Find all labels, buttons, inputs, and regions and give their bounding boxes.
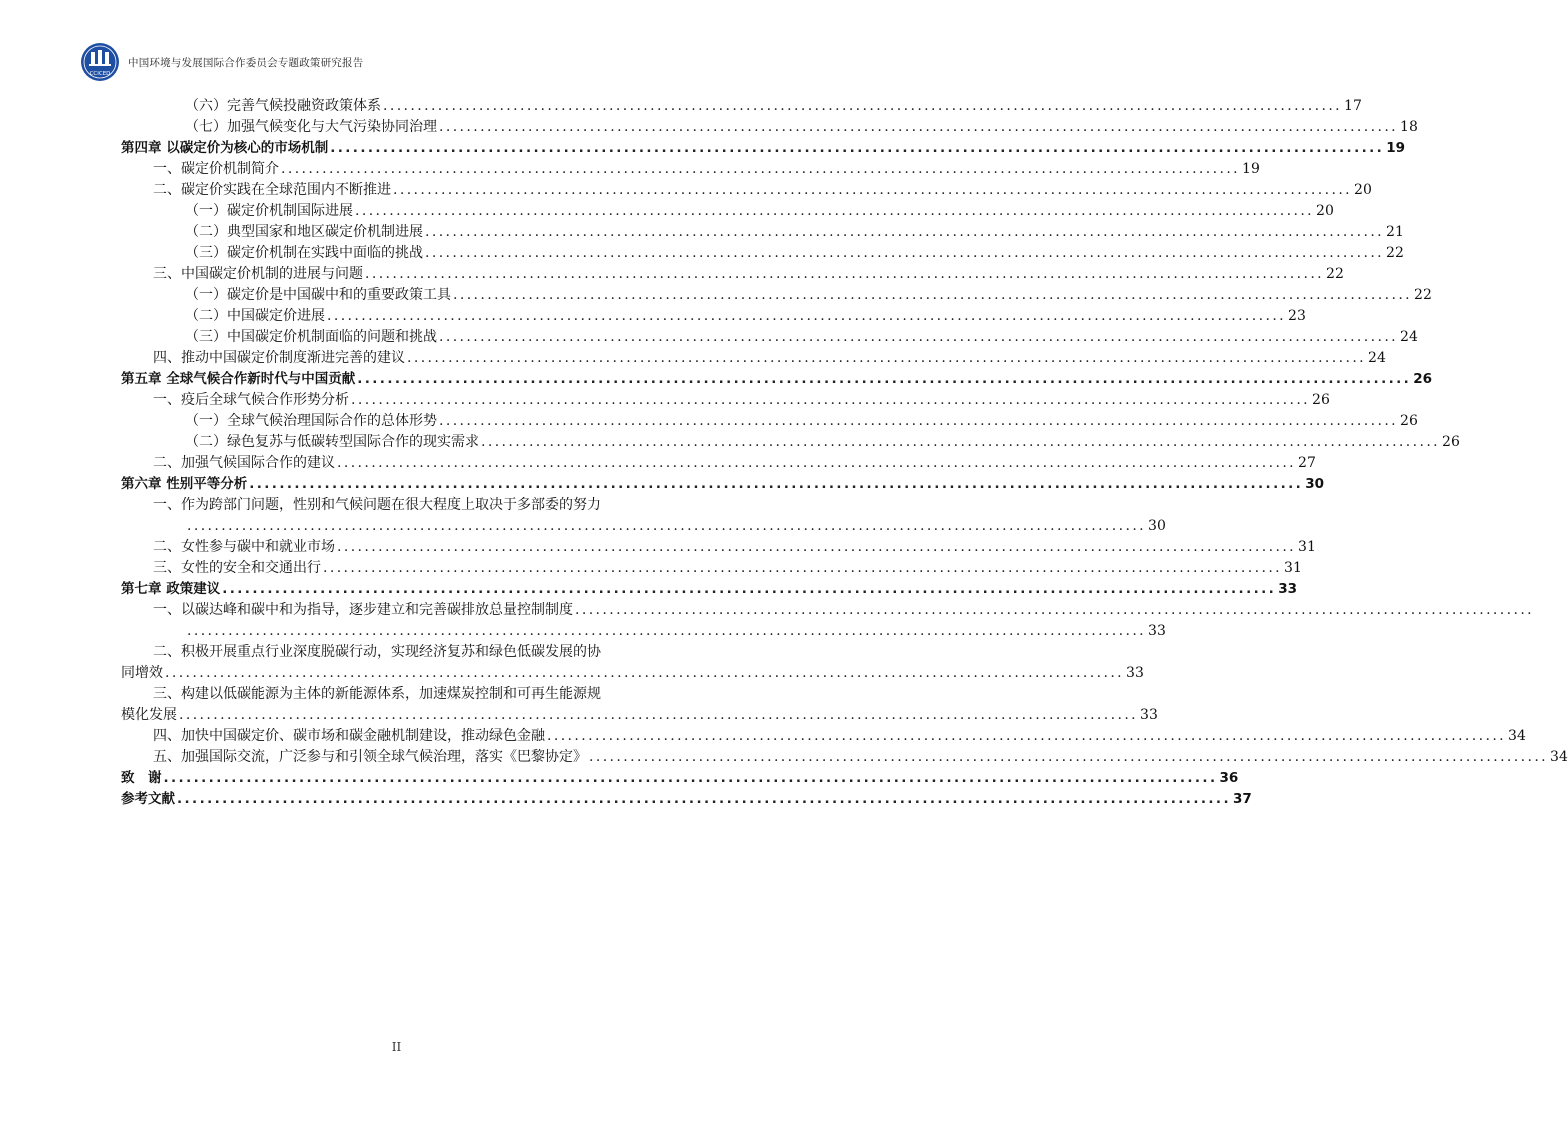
toc-entry[interactable]: （六）完善气候投融资政策体系 ............................................................................................................................................ 17	[185, 98, 1362, 114]
toc-section-wrapped-line1[interactable]: 一、作为跨部门问题，性别和气候问题在很大程度上取决于多部委的努力	[153, 497, 601, 513]
toc-entry[interactable]: （三）碳定价机制在实践中面临的挑战 ............................................................................................................................................ 22	[185, 245, 1404, 261]
toc-chapter[interactable]: 第四章 以碳定价为核心的市场机制 ............................................................................................................................................ 19	[121, 140, 1405, 156]
toc-chapter[interactable]: 第七章 政策建议 ............................................................................................................................................ 33	[121, 581, 1297, 597]
toc-section[interactable]: 三、女性的安全和交通出行 ............................................................................................................................................ 31	[153, 560, 1302, 576]
toc-section[interactable]: 二、碳定价实践在全球范围内不断推进 ............................................................................................................................................ 20	[153, 182, 1372, 198]
toc-section-wrapped-line2[interactable]: ............................................................................................................................................ 33	[187, 623, 1166, 639]
toc-section-wrapped-line1[interactable]: 一、以碳达峰和碳中和为指导，逐步建立和完善碳排放总量控制制度 ............................................................................................................................................	[153, 602, 1535, 618]
toc-section[interactable]: 一、碳定价机制简介 ............................................................................................................................................ 19	[153, 161, 1260, 177]
toc-section[interactable]: 一、疫后全球气候合作形势分析 ............................................................................................................................................ 26	[153, 392, 1330, 408]
toc-section-wrapped-line2[interactable]: 模化发展 ............................................................................................................................................ 33	[121, 707, 1158, 723]
toc-section[interactable]: 五、加强国际交流，广泛参与和引领全球气候治理，落实《巴黎协定》 ............................................................................................................................................ 34	[153, 749, 1568, 765]
toc-section[interactable]: 四、推动中国碳定价制度渐进完善的建议 ............................................................................................................................................ 24	[153, 350, 1386, 366]
toc-section[interactable]: 四、加快中国碳定价、碳市场和碳金融机制建设，推动绿色金融 ............................................................................................................................................ 34	[153, 728, 1526, 744]
toc-chapter[interactable]: 参考文献 ............................................................................................................................................ 37	[121, 791, 1252, 807]
toc-section-wrapped-line2[interactable]: ............................................................................................................................................ 30	[187, 518, 1166, 534]
header-title: 中国环境与发展国际合作委员会专题政策研究报告	[128, 56, 364, 69]
toc-entry[interactable]: （七）加强气候变化与大气污染协同治理 ............................................................................................................................................ 18	[185, 119, 1418, 135]
toc-section[interactable]: 三、中国碳定价机制的进展与问题 ............................................................................................................................................ 22	[153, 266, 1344, 282]
toc-entry[interactable]: （一）碳定价是中国碳中和的重要政策工具 ............................................................................................................................................ 22	[185, 287, 1432, 303]
toc-section-wrapped-line1[interactable]: 二、积极开展重点行业深度脱碳行动，实现经济复苏和绿色低碳发展的协	[153, 644, 601, 660]
toc-entry[interactable]: （一）碳定价机制国际进展 ............................................................................................................................................ 20	[185, 203, 1334, 219]
toc-entry[interactable]: （二）中国碳定价进展 ............................................................................................................................................ 23	[185, 308, 1306, 324]
toc-chapter[interactable]: 第五章 全球气候合作新时代与中国贡献 ............................................................................................................................................ 26	[121, 371, 1432, 387]
toc-section-wrapped-line1[interactable]: 三、构建以低碳能源为主体的新能源体系，加速煤炭控制和可再生能源规	[153, 686, 601, 702]
toc-chapter[interactable]: 致 谢 ............................................................................................................................................ 36	[121, 770, 1239, 786]
toc-entry[interactable]: （二）典型国家和地区碳定价机制进展 ............................................................................................................................................ 21	[185, 224, 1404, 240]
toc-section[interactable]: 二、女性参与碳中和就业市场 ............................................................................................................................................ 31	[153, 539, 1316, 555]
cciced-logo-icon	[80, 42, 120, 82]
toc-entry[interactable]: （三）中国碳定价机制面临的问题和挑战 ............................................................................................................................................ 24	[185, 329, 1418, 345]
toc-chapter[interactable]: 第六章 性别平等分析 ............................................................................................................................................ 30	[121, 476, 1324, 492]
toc-entry[interactable]: （一）全球气候治理国际合作的总体形势 ............................................................................................................................................ 26	[185, 413, 1418, 429]
svg-text:CCICED: CCICED	[89, 71, 111, 77]
toc-entry[interactable]: （二）绿色复苏与低碳转型国际合作的现实需求 ............................................................................................................................................ 26	[185, 434, 1460, 450]
page-number: II	[391, 1040, 402, 1054]
page-header	[80, 42, 363, 82]
toc-section[interactable]: 二、加强气候国际合作的建议 ............................................................................................................................................ 27	[153, 455, 1316, 471]
toc-section-wrapped-line2[interactable]: 同增效 ............................................................................................................................................ 33	[121, 665, 1144, 681]
